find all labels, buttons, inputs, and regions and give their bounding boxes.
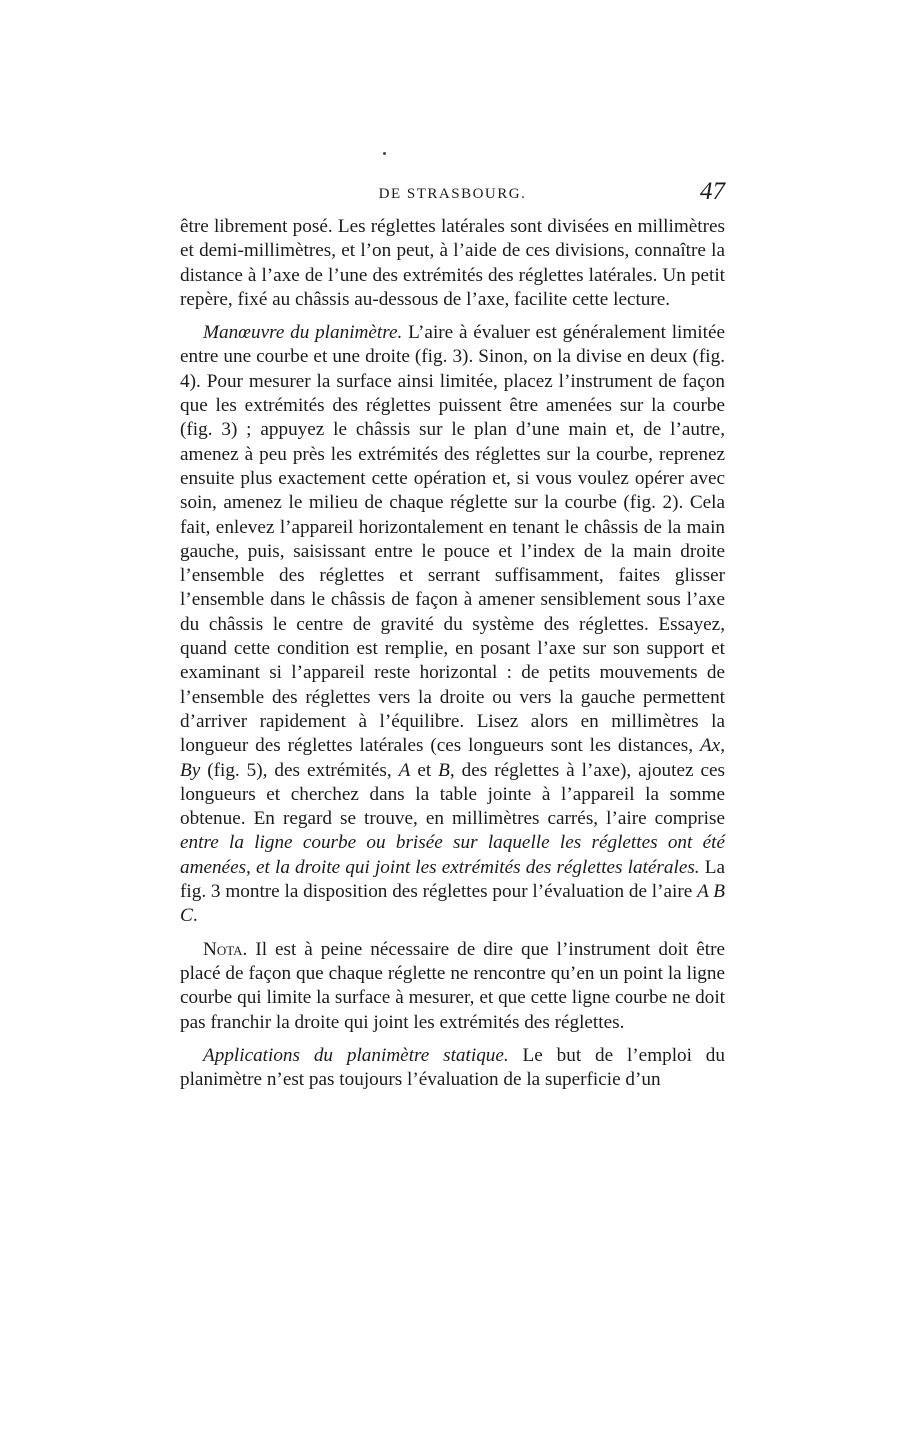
paragraph-nota [180,938,725,1035]
paragraph-continuation: être librement posé. Les réglettes latérales sont divisées en millimètres et demi-millimètres, et l’on peut, à l’aide de ces divisions, connaître la distance à l’axe de l’une des extrémités des réglettes latérales. Un petit repère, fixé au châssis au-dessous de l’axe, facilite cette lecture. [180,216,725,310]
running-title: DE STRASBOURG. [378,186,527,202]
text-run: Le but de l’emploi du planimètre n’est pas toujours l’évaluation de la superficie d’un [180,1044,725,1091]
text-run: (fig. 5), des extrémités, [200,759,399,781]
text-block [180,215,725,1092]
math-b: B [438,759,450,781]
nota-label: Nota. [203,938,248,960]
math-a: A [398,759,411,781]
section-heading-manoeuvre: Manœuvre du planimètre. [203,322,403,344]
text-run: La fig. 3 montre la disposition des réglettes pour l’évaluation de l’aire [180,856,725,903]
text-run: L’aire à évaluer est généralement limitée entre une courbe et une droite (fig. 3). Sinon, on la divise en deux (fig. 4). Pour mesurer la surface ainsi limitée, placez l’instrument de façon que les extrémités des réglettes puissent être amenées sur la courbe (fig. 3) ; appuyez le châssis sur le plan d’une main et, de l’autre, amenez à peu près les extrémités des réglettes sur la courbe, reprenez ensuite plus exactement cette opération et, si vous voulez opérer avec soin, amenez le milieu de chaque réglette sur la courbe (fig. 2). Cela fait, enlevez l’appareil horizontalement en tenant le châssis de la main gauche, puis, saisissant entre le pouce et l’index de la main droite l’ensemble des réglettes et serrant suffisamment, faites glisser l’ensemble dans le châssis de façon à amener sensiblement sous l’axe du châssis le centre de gravité du système des réglettes. Essayez, quand cette condition est remplie, en posant l’axe sur son support et examinant si l’appareil reste horizontal : de petits mouvements de l’ensemble des réglettes vers la droite ou vers la gauche permettent d’arriver rapidement à l’équilibre. Lisez alors en millimètres la longueur des réglettes latérales (ces longueurs sont les distances, [180,322,725,757]
print-speck [383,152,386,155]
paragraph-applications [180,1044,725,1093]
text-run: , [720,735,725,757]
page-number: 47 [700,178,725,205]
math-abc: A B C [180,881,725,927]
text-run: , des réglettes à l’axe), ajoutez ces longueurs et cherchez dans la table jointe à l’appareil la somme obtenue. En regard se trouve, en millimètres carrés, l’aire comprise [180,759,725,830]
emphasis-text: entre la ligne courbe ou brisée sur laquelle les réglettes ont été amenées, et la droite qui joint les extrémités des réglettes latérales. [180,832,725,878]
section-heading-applications: Applications du planimètre statique. [203,1044,509,1066]
math-ax: Ax [699,735,721,757]
text-run: Il est à peine nécessaire de dire que l’instrument doit être placé de façon que chaque réglette ne rencontre qu’en un point la ligne courbe qui limite la surface à mesurer, et que cette ligne courbe ne doit pas franchir la droite qui joint les extrémités des réglettes. [180,938,725,1033]
text-run: et [410,759,439,781]
text-run: . [192,905,198,927]
paragraph-manoeuvre [180,321,725,928]
math-by: By [180,759,201,781]
running-head [180,180,725,210]
